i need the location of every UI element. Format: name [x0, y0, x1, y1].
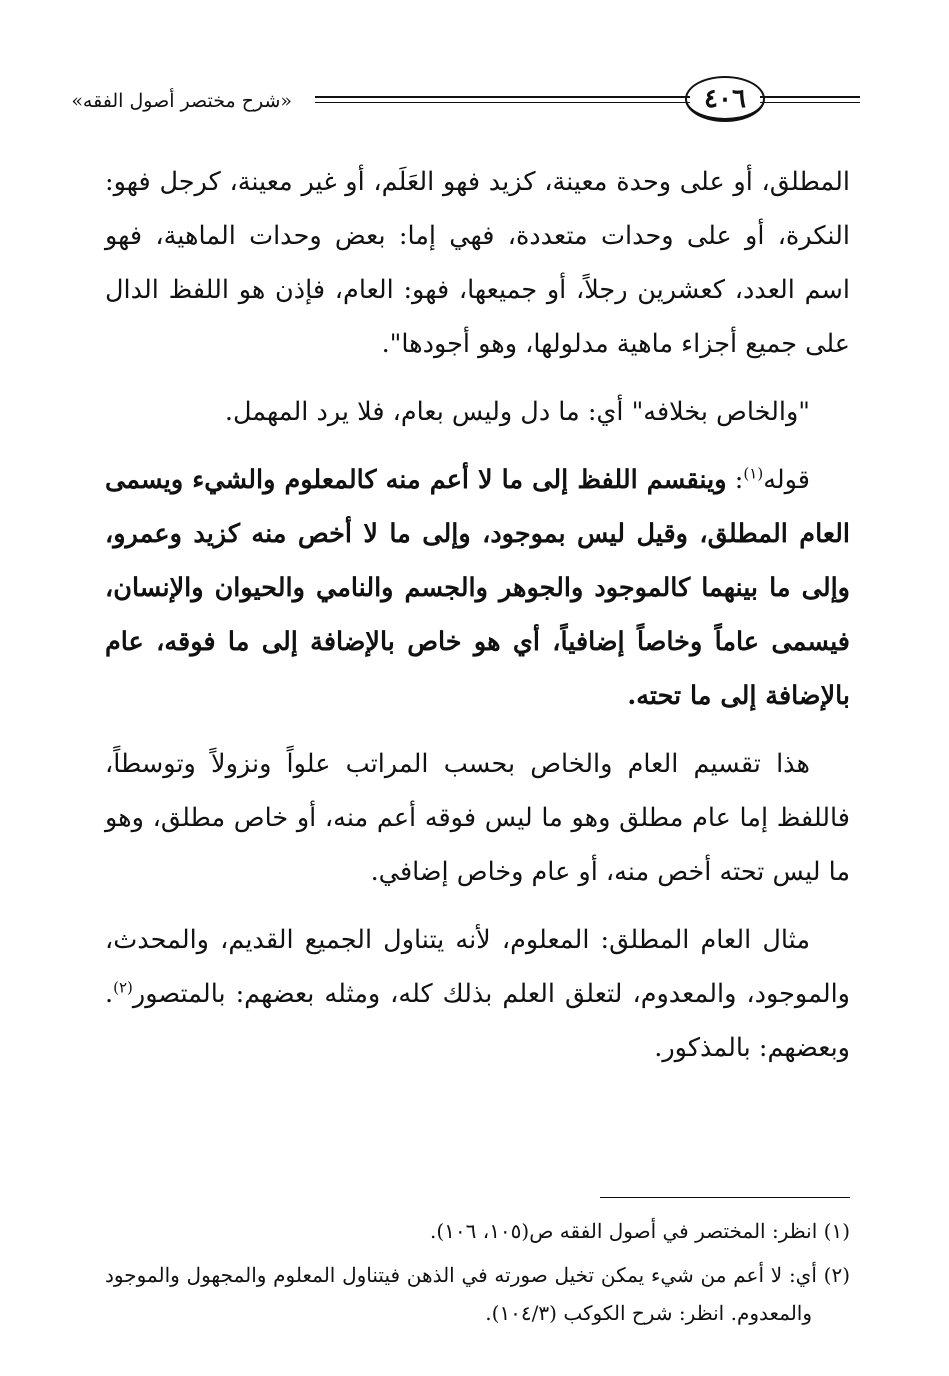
footnote-ref: (١): [743, 464, 764, 483]
paragraph-text: مثال العام المطلق: المعلوم، لأنه يتناول الجميع القديم، والمحدث، والموجود، والمعدوم، لتعلق العلم بذلك كله، ومثله بعضهم: بالمتصور: [105, 925, 850, 1009]
header-rule: [315, 102, 690, 103]
paragraph: "والخاص بخلافه" أي: ما دل وليس بعام، فلا يرد المهمل.: [224, 397, 810, 427]
matn-text: وينقسم اللفظ إلى ما لا أعم منه كالمعلوم والشيء ويسمى العام المطلق، وقيل ليس بموجود، وإلى ما لا أخص منه كزيد وعمرو، وإلى ما بينهما كالموجود والجوهر والجسم والنامي والحيوان والإنسان، فيسمى عاماً وخاصاً إضافياً، أي هو خاص بالإضافة إلى ما فوقه، عام بالإضافة إلى ما تحته.: [105, 465, 850, 711]
running-title: «شرح مختصر أصول الفقه»: [71, 90, 292, 112]
page-header: [71, 68, 860, 138]
quote-colon: :: [726, 465, 744, 495]
footnotes: [105, 1212, 850, 1338]
page-number: ٤٠٦: [685, 76, 765, 122]
footnote-separator: [600, 1197, 850, 1198]
header-rule: [760, 96, 860, 98]
paragraph: المطلق، أو على وحدة معينة، كزيد فهو العَلَم، أو غير معينة، كرجل فهو: النكرة، أو على وحدات متعددة، فهي إما: بعض وحدات الماهية، فهو اسم العدد، كعشرين رجلاً، أو جميعها، فهو: العام، فإذن هو اللفظ الدال على جميع أجزاء ماهية مدلولها، وهو أجودها".: [105, 167, 850, 359]
main-text: [105, 155, 850, 1089]
header-rule: [315, 96, 690, 98]
header-rule: [760, 102, 860, 103]
quoted-matn-paragraph: [105, 453, 850, 723]
quote-lead: قوله: [763, 465, 810, 495]
footnote: (٢) أي: لا أعم من شيء يمكن تخيل صورته في الذهن فيتناول المعلوم والمجهول والموجود والمعدوم. انظر: شرح الكوكب (١٠٤/٣).: [105, 1263, 850, 1325]
paragraph: [105, 913, 850, 1075]
footnote: (١) انظر: المختصر في أصول الفقه ص(١٠٥، ١٠٦).: [429, 1219, 850, 1243]
paragraph: هذا تقسيم العام والخاص بحسب المراتب علواً ونزولاً وتوسطاً، فاللفظ إما عام مطلق وهو ما ليس فوقه أعم منه، أو خاص مطلق، وهو ما ليس تحته أخص منه، أو عام وخاص إضافي.: [105, 749, 850, 887]
paragraph-text: . وبعضهم: بالمذكور.: [105, 979, 850, 1063]
footnote-ref: (٢): [113, 978, 133, 997]
